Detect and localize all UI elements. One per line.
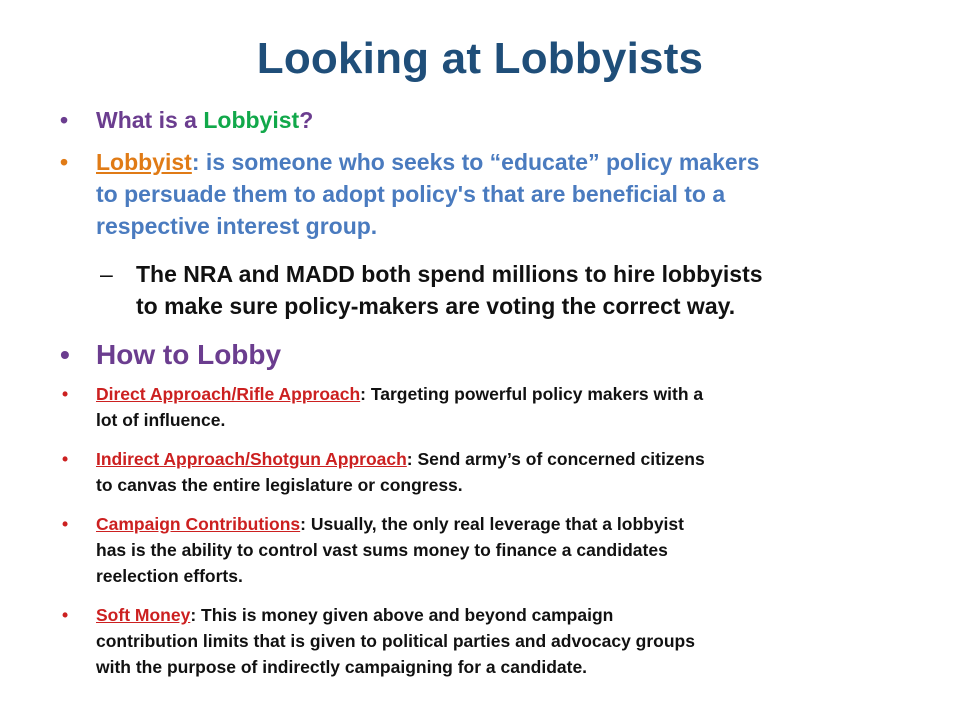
bullet-what-is [96,104,313,136]
list-item-soft-money [96,602,695,680]
list-item-campaign [96,511,684,589]
item-line1: : Targeting powerful policy makers with a [360,384,704,404]
item-line1: : Send army’s of concerned citizens [406,449,705,469]
bullet-term: Lobbyist [203,107,300,133]
bullet-suffix: ? [299,107,314,133]
bullet-dot: • [62,605,69,625]
definition-line2: to persuade them to adopt policy's that are beneficial to a [96,181,726,207]
definition-colon: : [191,149,200,175]
definition-term: Lobbyist [96,149,192,175]
bullet-definition [96,146,759,242]
sub-bullet-dash: – [100,261,113,287]
bullet-dot: • [62,384,69,404]
bullet-dot: • [60,339,70,370]
item-line3: with the purpose of indirectly campaigning for a candidate. [96,657,588,677]
sub-line2: to make sure policy-makers are voting the correct way. [136,293,736,319]
item-term: Soft Money [96,605,191,625]
list-item-indirect [96,446,705,498]
item-line3: reelection efforts. [96,566,243,586]
item-line2: lot of influence. [96,410,226,430]
item-line2: has is the ability to control vast sums money to finance a candidates [96,540,668,560]
item-term: Indirect Approach/Shotgun Approach [96,449,407,469]
item-line1: : This is money given above and beyond campaign [190,605,614,625]
item-term: Campaign Contributions [96,514,301,534]
item-line1: : Usually, the only real leverage that a lobbyist [300,514,684,534]
bullet-dot: • [60,107,69,133]
item-term: Direct Approach/Rifle Approach [96,384,361,404]
bullet-dot: • [62,449,69,469]
list-item-direct [96,381,703,433]
slide-title: Looking at Lobbyists [256,34,704,83]
item-line2: to canvas the entire legislature or congress. [96,475,463,495]
sub-bullet-nra [136,258,763,322]
bullet-dot: • [60,149,69,175]
bullet-how-to-lobby: How to Lobby [96,339,282,370]
bullet-dot: • [62,514,69,534]
item-line2: contribution limits that is given to political parties and advocacy groups [96,631,695,651]
definition-line3: respective interest group. [96,213,378,239]
definition-line1: is someone who seeks to “educate” policy makers [199,149,760,175]
bullet-prefix: What is a [96,107,204,133]
sub-line1: The NRA and MADD both spend millions to hire lobbyists [136,261,763,287]
